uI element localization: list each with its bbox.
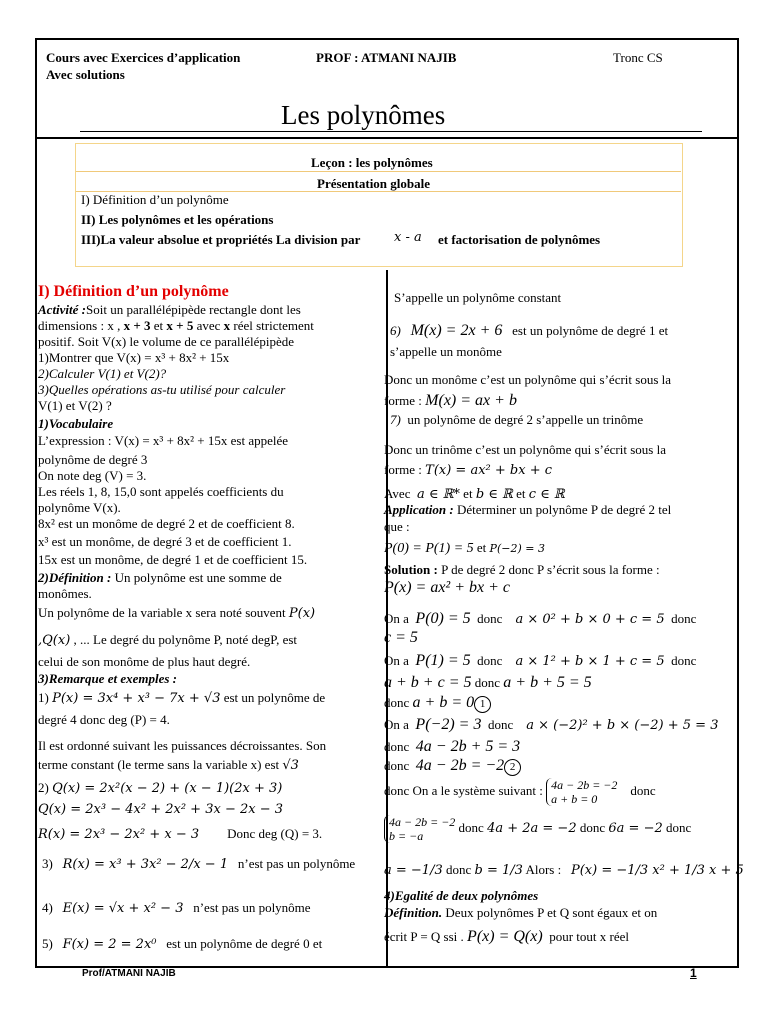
- solution-text: P de degré 2 donc P s’écrit sous la forme :: [441, 562, 660, 577]
- application-math-1: P(0) = P(1) = 5: [384, 541, 474, 556]
- definition-line-1: Un polynôme est une somme de: [114, 570, 282, 585]
- system-2: [384, 815, 455, 843]
- domain-c-math: c ∈ ℝ: [528, 487, 565, 502]
- on-a-label: On a: [384, 653, 409, 668]
- solution-label: Solution :: [384, 562, 438, 577]
- vocabulary-line-5: polynôme V(x).: [38, 500, 121, 515]
- donc-label: donc: [579, 819, 606, 835]
- example-1-number: 1): [38, 690, 49, 705]
- step-4-math-2: a + b + 5 = 5: [503, 674, 592, 691]
- activite-line-3: positif. Soit V(x) le volume de ce parallélépipède: [38, 334, 295, 349]
- definition-line-3: Un polynôme de la variable x sera noté souvent: [38, 605, 286, 620]
- equality-definition-label: Définition.: [384, 905, 443, 920]
- item-6-math: M(x) = 2x + 6: [410, 322, 503, 339]
- definition-math-q: ,Q(x): [38, 633, 71, 648]
- summary-item-3: III)La valeur absolue et propriétés La division par: [81, 232, 361, 247]
- domain-a-math: a ∈ ℝ*: [416, 487, 460, 502]
- question-2: 2)Calculer V(1) et V(2)?: [38, 366, 167, 381]
- system-1-eq-2: a + b = 0: [551, 792, 598, 806]
- step-2-math: c = 5: [384, 629, 418, 646]
- vocabulary-line-8: 15x est un monôme, de degré 1 et de coefficient 15.: [38, 552, 308, 567]
- right-line-7: Donc un trinôme c’est un polynôme qui s’écrit sous la: [384, 442, 666, 457]
- example-1-line-2: degré 4 donc deg (P) = 4.: [38, 712, 170, 727]
- example-1-text: est un polynôme de: [223, 690, 326, 705]
- footer-author: Prof/ATMANI NAJIB: [82, 968, 176, 979]
- summary-divider: [76, 171, 681, 172]
- equality-line-2: écrit P = Q ssi .: [384, 929, 464, 944]
- equality-math: P(x) = Q(x): [467, 928, 543, 945]
- solutions-label: Avec solutions: [46, 67, 125, 82]
- application-label: Application :: [384, 502, 454, 517]
- example-4-number: 4): [42, 900, 53, 915]
- right-line-5: forme :: [384, 393, 422, 408]
- step-10-math-2: 6a = −2: [608, 820, 663, 836]
- example-2-number: 2): [38, 780, 49, 795]
- equality-line-2-end: pour tout x réel: [549, 929, 629, 944]
- vocabulary-line-3: On note deg (V) = 3.: [38, 468, 147, 483]
- definition-title: 2)Définition :: [38, 570, 112, 585]
- step-3-math: P(1) = 5: [415, 652, 471, 669]
- step-5-math: a + b = 0: [412, 694, 475, 711]
- example-2-deg: Donc deg (Q) = 3.: [227, 826, 323, 841]
- vocabulary-line-6: 8x² est un monôme de degré 2 et de coefficient 8.: [38, 516, 295, 531]
- system-2-eq-2: b = −a: [389, 829, 424, 843]
- step-6-math: P(−2) = 3: [415, 716, 482, 733]
- right-line-4: Donc un monôme c’est un polynôme qui s’écrit sous la: [384, 372, 672, 387]
- section-title-definition: I) Définition d’un polynôme: [38, 283, 229, 300]
- activite-line-2: dimensions : x , x + 3 et x + 5 avec x réel strictement: [38, 318, 314, 333]
- item-6-number: 6): [390, 323, 401, 338]
- donc-label: donc: [630, 782, 656, 798]
- system-2-eq-1: 4a − 2b = −2: [389, 815, 456, 829]
- step-10-math: 4a + 2a = −2: [487, 820, 577, 836]
- example-5-number: 5): [42, 936, 53, 951]
- vocabulary-title: 1)Vocabulaire: [38, 416, 114, 431]
- solution-form-math: P(x) = ax² + bx + c: [384, 579, 511, 596]
- header-divider: [36, 137, 738, 139]
- summary-item-2: II) Les polynômes et les opérations: [81, 212, 274, 227]
- donc-label: donc: [477, 611, 503, 626]
- et-label: et: [476, 540, 487, 555]
- donc-label: donc: [477, 653, 503, 668]
- monome-form-math: M(x) = ax + b: [425, 392, 517, 409]
- question-1: 1)Montrer que V(x) = x³ + 8x² + 15x: [38, 350, 230, 365]
- ordered-line-1: Il est ordonné suivant les puissances décroissantes. Son: [38, 738, 327, 753]
- prof-label: PROF : ATMANI NAJIB: [316, 50, 457, 65]
- course-label: Cours avec Exercices d’application: [46, 50, 241, 65]
- result-a-math: a = −1/3: [384, 863, 443, 878]
- system-intro: donc On a le système suivant :: [384, 782, 543, 798]
- system-1: [546, 778, 617, 806]
- definition-line-2: monômes.: [38, 586, 92, 601]
- on-a-label: On a: [384, 611, 409, 626]
- result-polynomial-math: P(x) = −1/3 x² + 1/3 x + 5: [570, 863, 744, 878]
- question-3: 3)Quelles opérations as-tu utilisé pour calculer: [38, 382, 286, 397]
- vocabulary-line-1: L’expression : V(x) = x³ + 8x² + 15x est appelée: [38, 433, 289, 448]
- item-7-number: 7): [390, 412, 401, 427]
- example-2-math-2: Q(x) = 2x³ − 4x² + 2x² + 3x − 2x − 3: [38, 802, 283, 817]
- system-1-eq-1: 4a − 2b = −2: [551, 778, 618, 792]
- question-3-cont: V(1) et V(2) ?: [38, 398, 112, 413]
- application-line-2: que :: [384, 519, 410, 534]
- donc-label: donc: [671, 611, 697, 626]
- vocabulary-line-7: x³ est un monôme, de degré 3 et de coefficient 1.: [38, 534, 292, 549]
- example-5-text: est un polynôme de degré 0 et: [166, 936, 323, 951]
- application-math-2: P(−2) = 3: [489, 542, 545, 555]
- example-1-math: P(x) = 3x⁴ + x³ − 7x + √3: [52, 691, 221, 706]
- example-3-math: R(x) = x³ + 3x² − 2/x − 1: [62, 857, 229, 872]
- summary-item-1: I) Définition d’un polynôme: [81, 192, 229, 207]
- domain-b-math: b ∈ ℝ: [475, 487, 513, 502]
- overview-title: Présentation globale: [317, 176, 431, 191]
- equation-2-marker: 2: [504, 759, 521, 776]
- et-label: et: [516, 486, 526, 501]
- equality-title: 4)Egalité de deux polynômes: [384, 888, 539, 903]
- example-2-math-3: R(x) = 2x³ − 2x² + x − 3: [38, 827, 200, 842]
- trinome-form-math: T(x) = ax² + bx + c: [425, 463, 553, 478]
- remark-title: 3)Remarque et exemples :: [38, 671, 177, 686]
- example-3-number: 3): [42, 856, 53, 871]
- page-title: Les polynômes: [281, 100, 446, 130]
- ordered-math: √3: [282, 758, 299, 773]
- donc-label: donc: [671, 653, 697, 668]
- summary-item-3-math: x - a: [394, 230, 422, 245]
- right-line-8: forme :: [384, 462, 422, 477]
- vocabulary-line-4: Les réels 1, 8, 15,0 sont appelés coefficients du: [38, 484, 284, 499]
- donc-label: donc: [384, 695, 410, 710]
- donc-label: donc: [474, 675, 501, 690]
- equality-line-1: Deux polynômes P et Q sont égaux et on: [445, 905, 658, 920]
- example-3-text: n’est pas un polynôme: [237, 856, 356, 871]
- donc-label: donc: [445, 862, 472, 877]
- step-3-math-2: a × 1² + b × 1 + c = 5: [515, 654, 665, 669]
- right-line-3: s’appelle un monôme: [390, 344, 502, 359]
- example-2-math-1: Q(x) = 2x²(x − 2) + (x − 1)(2x + 3): [52, 781, 283, 796]
- page-number: 1: [690, 966, 697, 980]
- activite-label: Activité :: [38, 302, 87, 317]
- definition-line-5: celui de son monôme de plus haut degré.: [38, 654, 251, 669]
- avec-label: Avec: [384, 486, 411, 501]
- definition-math-p: P(x): [288, 606, 316, 621]
- et-label: et: [463, 486, 473, 501]
- lesson-title: Leçon : les polynômes: [311, 155, 433, 170]
- item-7-text: un polynôme de degré 2 s’appelle un trinôme: [407, 412, 644, 427]
- step-1-math: P(0) = 5: [415, 610, 471, 627]
- right-line-1: S’appelle un polynôme constant: [394, 290, 562, 305]
- step-7-math: 4a − 2b + 5 = 3: [415, 738, 521, 755]
- definition-line-4: , ... Le degré du polynôme P, noté degP, est: [73, 632, 298, 647]
- on-a-label: On a: [384, 717, 409, 732]
- example-4-text: n’est pas un polynôme: [193, 900, 311, 915]
- example-5-math: F(x) = 2 = 2x⁰: [62, 937, 157, 952]
- item-6-text: est un polynôme de degré 1 et: [512, 323, 669, 338]
- donc-label: donc: [384, 739, 410, 754]
- result-b-math: b = 1/3: [474, 863, 523, 878]
- example-4-math: E(x) = √x + x² − 3: [62, 901, 184, 916]
- step-8-math: 4a − 2b = −2: [415, 757, 505, 774]
- summary-item-3-end: et factorisation de polynômes: [438, 232, 601, 247]
- alors-label: Alors :: [525, 862, 562, 877]
- application-line-1: Déterminer un polynôme P de degré 2 tel: [456, 502, 672, 517]
- donc-label: donc: [665, 819, 692, 835]
- step-6-math-2: a × (−2)² + b × (−2) + 5 = 3: [526, 718, 719, 733]
- title-underline: [80, 131, 702, 132]
- activite-line-1: Soit un parallélépipède rectangle dont les: [86, 302, 301, 317]
- step-1-math-2: a × 0² + b × 0 + c = 5: [515, 612, 665, 627]
- ordered-line-2: terme constant (le terme sans la variable x) est: [38, 757, 280, 772]
- vocabulary-line-2: polynôme de degré 3: [38, 452, 148, 467]
- step-4-math: a + b + c = 5: [384, 674, 472, 691]
- donc-label: donc: [487, 717, 514, 732]
- level-label: Tronc CS: [613, 50, 663, 65]
- equation-1-marker: 1: [474, 696, 491, 713]
- donc-label: donc: [384, 758, 410, 773]
- donc-label: donc: [458, 819, 484, 835]
